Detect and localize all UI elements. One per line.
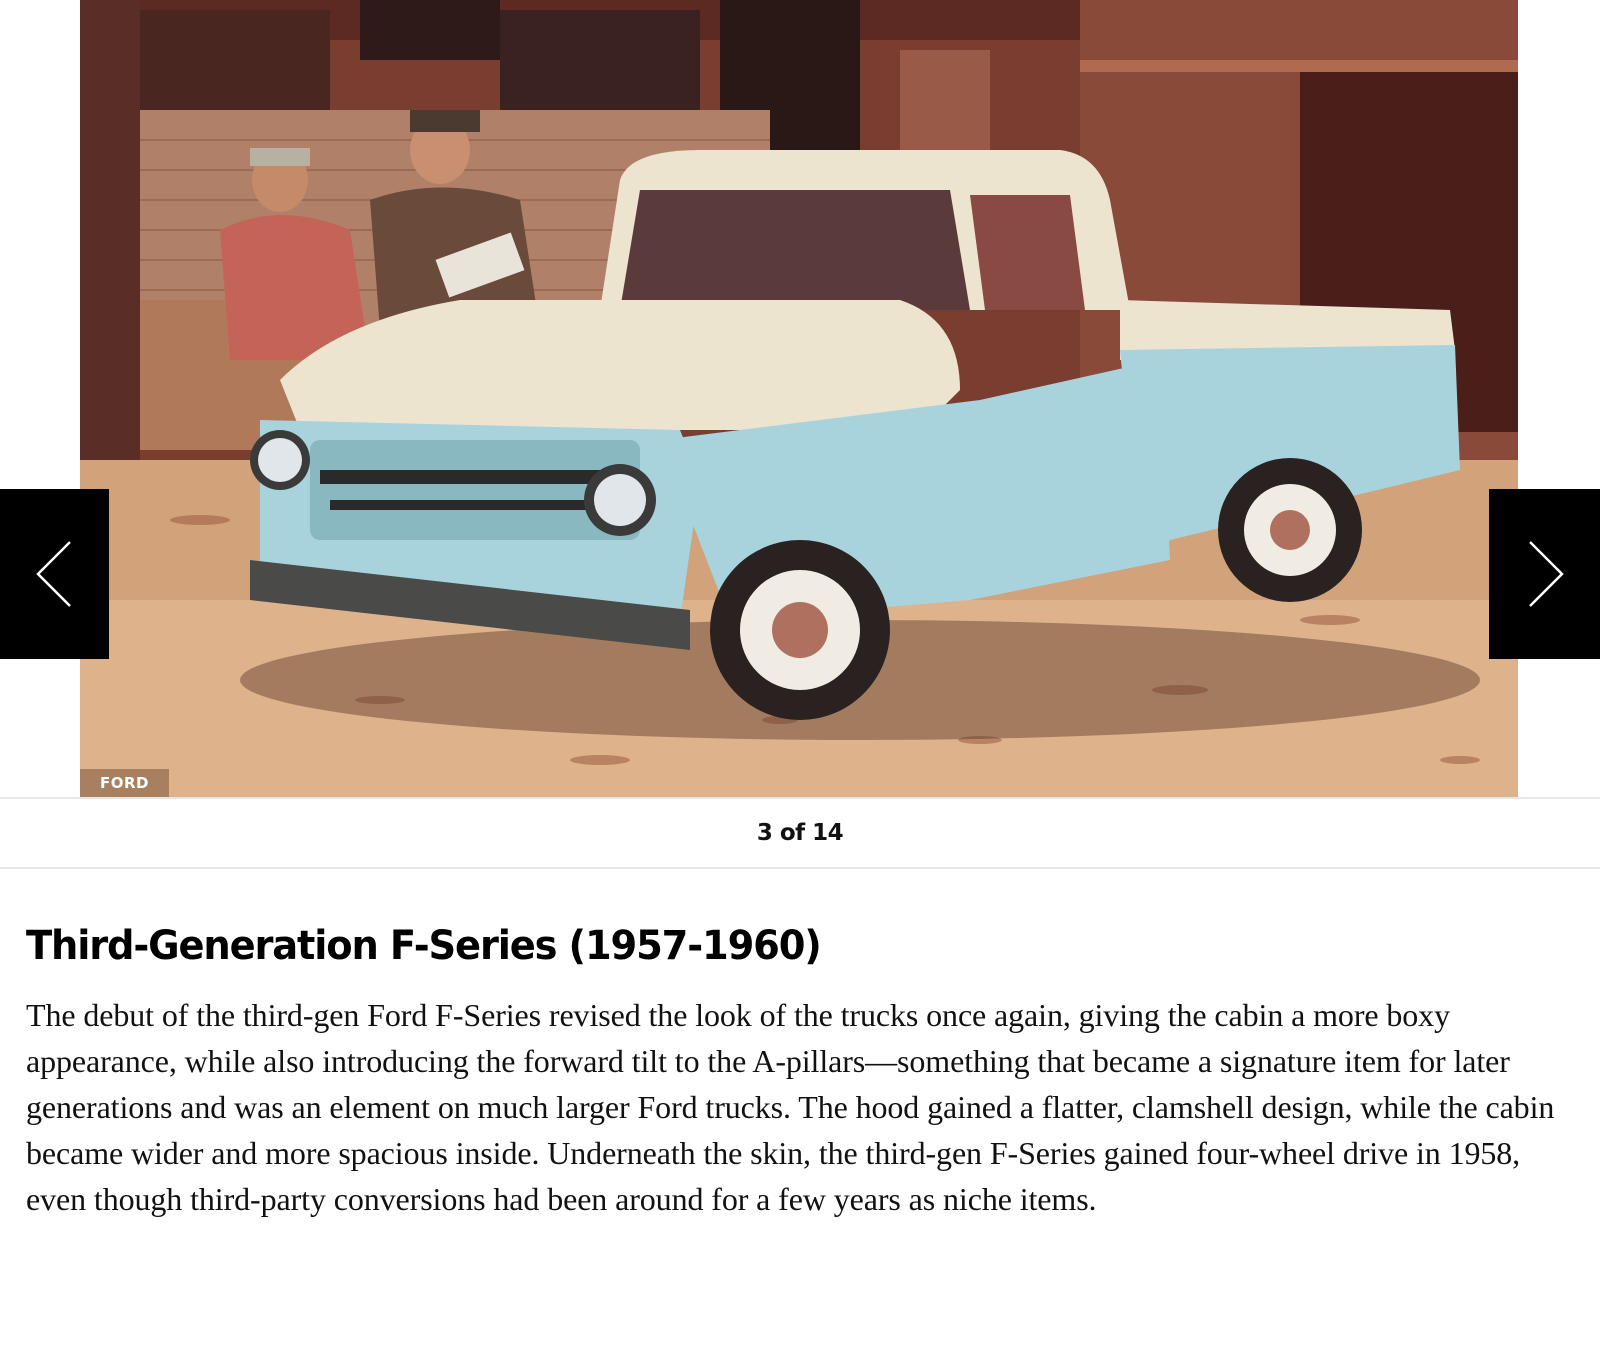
next-slide-button[interactable] [1489,489,1600,659]
previous-slide-button[interactable] [0,489,109,659]
divider [0,867,1600,869]
slide-title: Third-Generation F-Series (1957-1960) [26,923,821,969]
slide-caption [26,922,1576,1222]
chevron-left-icon [35,539,75,609]
slide-counter: 3 of 14 [756,820,844,846]
gallery-photo [80,0,1518,797]
slide-description: The debut of the third-gen Ford F-Series revised the look of the trucks once again, giving the cabin a more boxy appearance, while also introducing the forward tilt to the A-pillars—something that became a signature item for later generations and was an element on much larger Ford trucks. The hood gained a flatter, clamshell design, while the cabin became wider and more spacious inside. Underneath the skin, the third-gen F-Series gained four-wheel drive in 1958, even though third-party conversions had been around for a few years as niche items. [26,997,1555,1217]
photo-credit: FORD [80,769,169,797]
chevron-right-icon [1525,539,1565,609]
